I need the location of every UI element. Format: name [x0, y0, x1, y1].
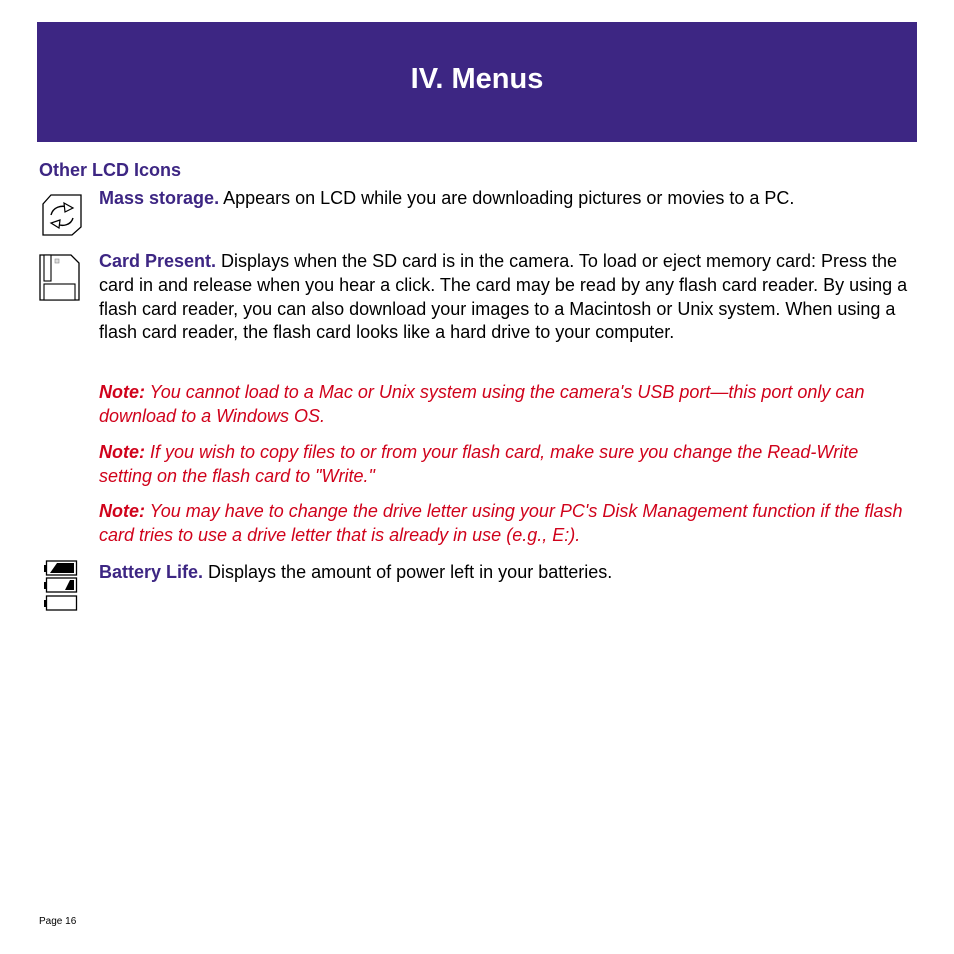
- header-banner: [37, 22, 917, 142]
- note-text: If you wish to copy files to or from your flash card, make sure you change the Read-Write setting on the flash card to "Write.": [99, 442, 859, 486]
- mass-storage-icon: [41, 193, 83, 236]
- note-text: You may have to change the drive letter using your PC's Disk Management function if the flash card tries to use a drive letter that is already in use (e.g., E:).: [99, 501, 903, 545]
- note-write: [99, 441, 914, 489]
- note-label: Note:: [99, 501, 145, 521]
- note-label: Note:: [99, 382, 145, 402]
- battery-life-text: Displays the amount of power left in your batteries.: [203, 562, 613, 582]
- battery-life-label: Battery Life.: [99, 562, 204, 582]
- battery-icon: [43, 560, 79, 612]
- page-number: Page 16: [39, 916, 77, 927]
- mass-storage-punct: .: [214, 188, 220, 208]
- note-usb: [99, 381, 914, 429]
- note-label: Note:: [99, 442, 145, 462]
- mass-storage-text: Appears on LCD while you are downloading pictures or movies to a PC.: [219, 188, 795, 208]
- card-present-description: [99, 250, 914, 345]
- section-heading: Other LCD Icons: [39, 160, 182, 180]
- note-drive-letter: [99, 500, 914, 548]
- battery-life-description: [99, 561, 914, 585]
- note-text: You cannot load to a Mac or Unix system using the camera's USB port—this port only can download to a Windows OS.: [99, 382, 865, 426]
- card-present-label: Card Present.: [99, 251, 217, 271]
- sd-card-icon: [39, 254, 80, 301]
- page-title: IV. Menus: [410, 63, 544, 95]
- mass-storage-description: [99, 187, 914, 211]
- mass-storage-label: Mass storage: [99, 188, 215, 208]
- card-present-text: Displays when the SD card is in the camera. To load or eject memory card: Press the card in and release when you hear a click. The card may be read by any flash card reader. By using a flash card reader, you can also download your images to a Macintosh or Unix system. When using a flash card reader, the flash card looks like a hard drive to your computer.: [99, 251, 908, 343]
